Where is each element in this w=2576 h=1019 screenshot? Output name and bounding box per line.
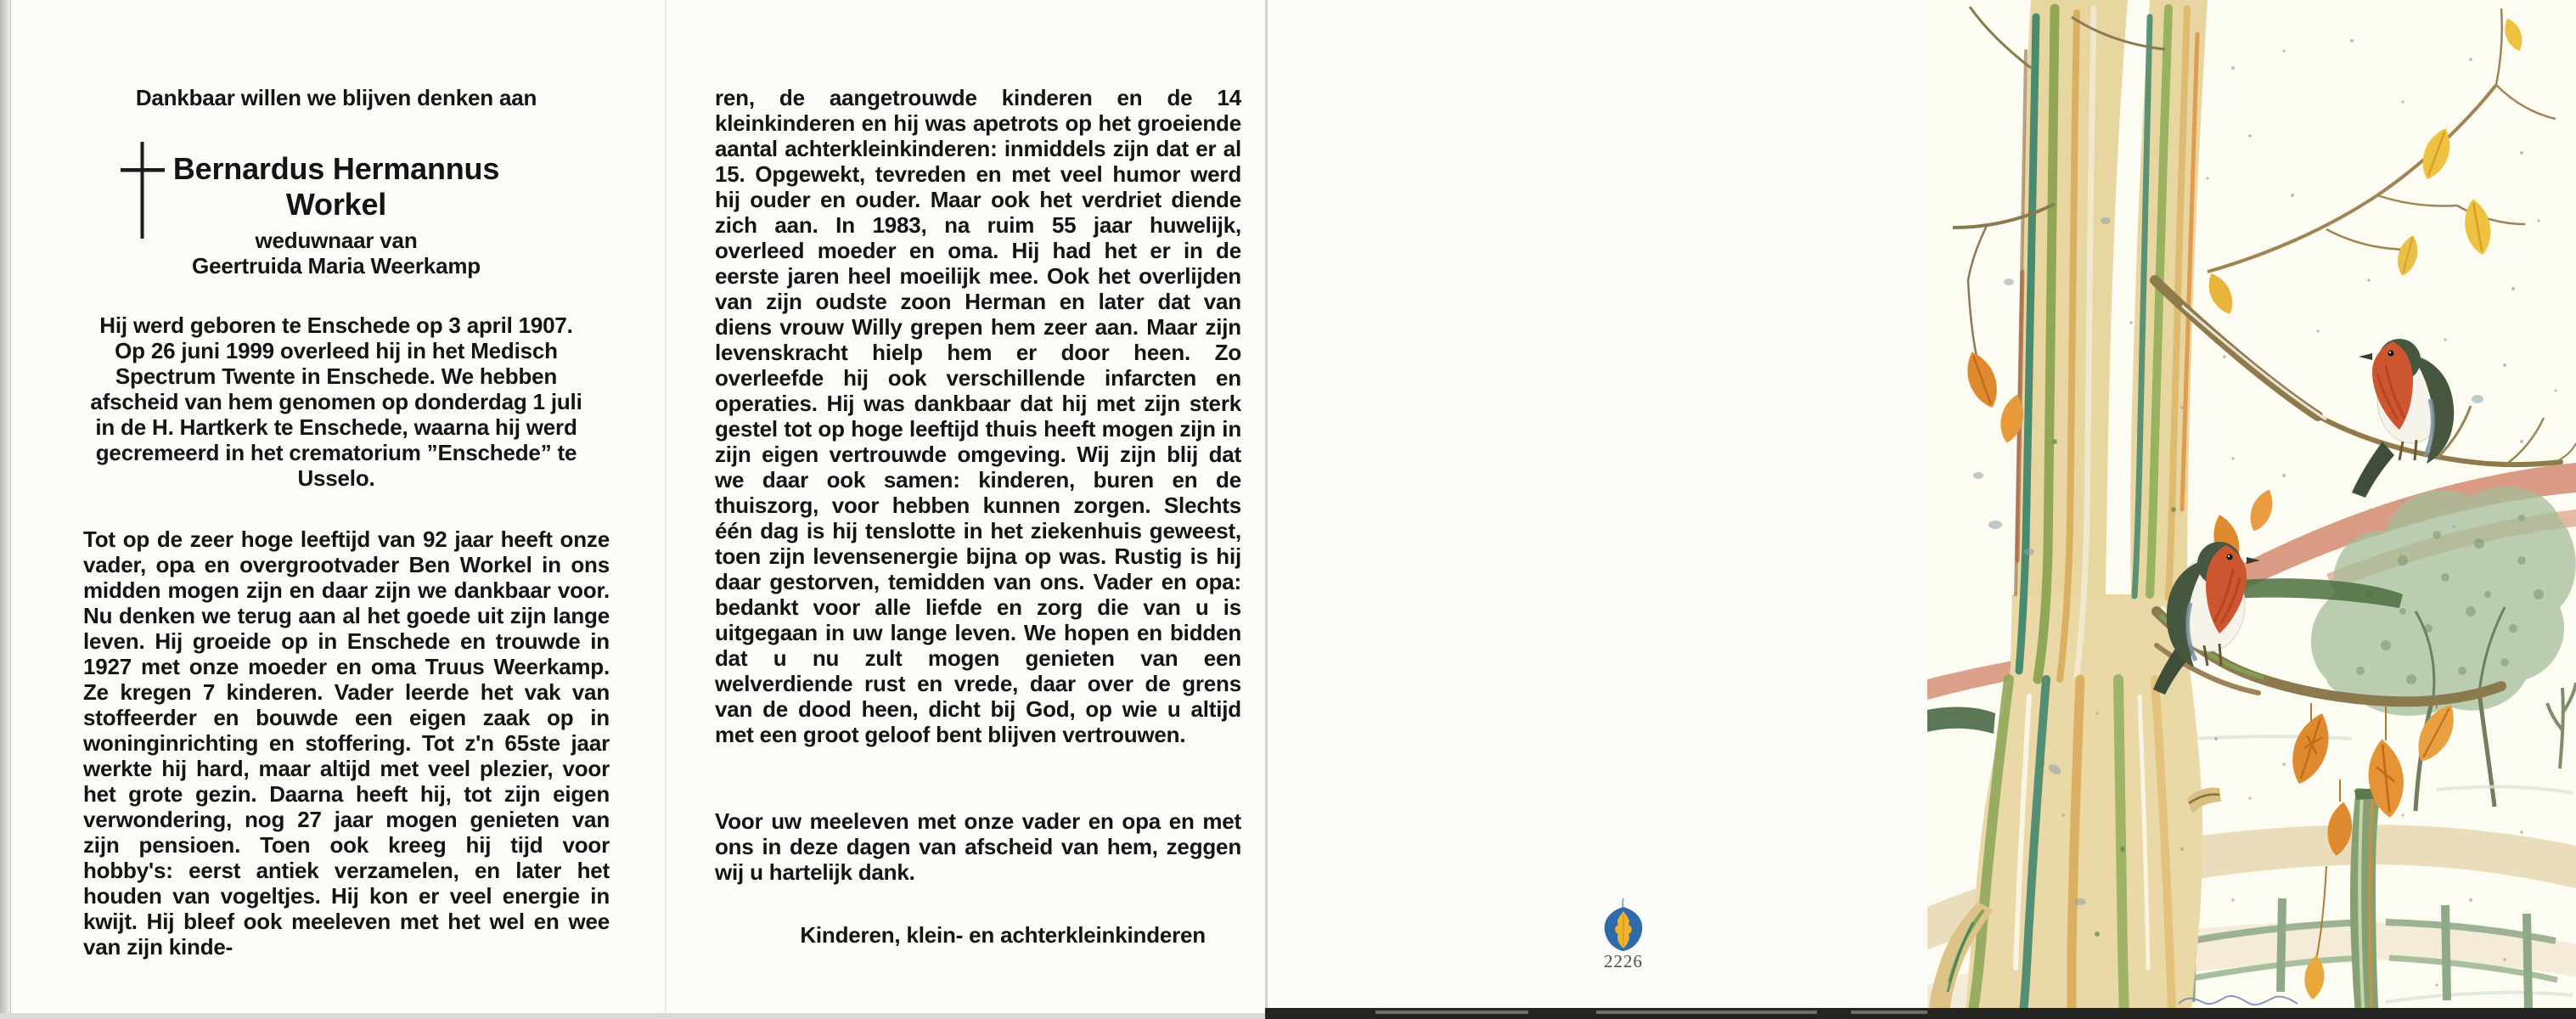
scan-left-edge xyxy=(0,0,11,1019)
fold-line-right xyxy=(1265,0,1268,1019)
relation-label: weduwnaar van xyxy=(255,228,418,253)
paragraph-life-continued: ren, de aangetrouwde kinderen en de 14 kleinkinderen en hij was apetrots op het groeiende aantal achterkleinkinderen: inmiddels zijn dat er al 15. Opgewekt, tevreden en met veel humor werd hij ouder en ouder. Maar ook het verdriet diende zich aan. In 1983, na ruim 55 jaar huwelijk, overleed moeder en oma. Hij had het er in de eerste jaren heel moeilijk mee. Ook het overlijden van zijn oudste zoon Herman en later dat van diens vrouw Willy grepen hem zeer aan. Maar zijn levenskracht hielp hem er door heen. Zo overleefde hij ook verschillende infarcten en operaties. Hij was dankbaar dat hij met zijn sterk gestel tot op hoge leeftijd thuis heeft mogen zijn in zijn eigen vertrouwde omgeving. Wij zijn blij dat we daar ook samen: kinderen, buren en de thuiszorg, voor hebben kunnen zorgen. Slechts één dag is hij tenslotte in het ziekenhuis geweest, toen zijn levensenergie bijna op was. Rustig is hij daar gestorven, temidden van ons. Vader en opa: bedankt voor alle liefde en zorg die van u is uitgegaan in uw lange leven. We hopen en bidden dat u nu zult mogen genieten van een welverdiende rust en vrede, daar over de grens van de dood heen, dicht bij God, op wie u altijd met een groot geloof bent blijven vertrouwen. xyxy=(715,85,1241,747)
paragraph-birth: Hij werd geboren te Enschede op 3 april 1907. Op 26 juni 1999 overleed hij in het Medisch Spectrum Twente in Enschede. We hebben afscheid van hem genomen op donderdag 1 juli in de H. Hartkerk te Enschede, waarna hij werd gecremeerd in het crematorium ”Enschede” te Usselo. xyxy=(90,312,582,491)
watercolor-winter-scene xyxy=(1927,0,2576,1019)
latin-cross-icon xyxy=(119,142,166,242)
inner-right-page xyxy=(715,0,1241,1019)
deceased-name-line1: Bernardus Hermannus xyxy=(172,151,500,186)
scan-bottom-dash xyxy=(1851,1011,1927,1014)
fold-line-left xyxy=(665,0,666,1019)
printer-number: 2226 xyxy=(1604,951,1643,971)
scan-bottom-dash xyxy=(1375,1011,1528,1014)
winter-robins-illustration xyxy=(1927,0,2576,1019)
scan-bottom-edge-left xyxy=(0,1013,1265,1019)
spouse-name: Geertruida Maria Weerkamp xyxy=(192,253,481,279)
paragraph-thanks: Voor uw meeleven met onze vader en opa en met ons in deze dagen van afscheid van hem, zeggen wij u hartelijk dank. xyxy=(715,808,1241,885)
signature-line: Kinderen, klein- en achterkleinkinderen xyxy=(800,922,1206,948)
deceased-name-line2: Workel xyxy=(285,187,387,222)
paragraph-life: Tot op de zeer hoge leeftijd van 92 jaar heeft onze vader, opa en overgrootvader Ben Workel in ons midden mogen zijn en daar zijn we dankbaar voor. Nu denken we terug aan al het goede uit zijn lange leven. Hij groeide op in Enschede en trouwde in 1927 met onze moeder en oma Truus Weerkamp. Ze kregen 7 kinderen. Vader leerde het vak van stoffeerder en bouwde een eigen zaak op in woninginrichting en stoffering. Tot z'n 65ste jaar werkte hij hard, maar altijd met veel plezier, voor het grote gezin. Daarna heeft hij, tot zijn eigen verwondering, nog 27 jaar mogen genieten van zijn pensioen. Toen ook kreeg hij tijd voor hobby's: eerst antiek verzamelen, en later het houden van vogeltjes. Hij kon er veel energie in kwijt. Hij bleef ook meeleven met het wel en wee van zijn kinde- xyxy=(83,526,610,960)
printer-leaf-logo-icon xyxy=(1600,897,1647,953)
scan-bottom-dash xyxy=(1596,1011,1817,1014)
intro-line: Dankbaar willen we blijven denken aan xyxy=(135,85,537,110)
